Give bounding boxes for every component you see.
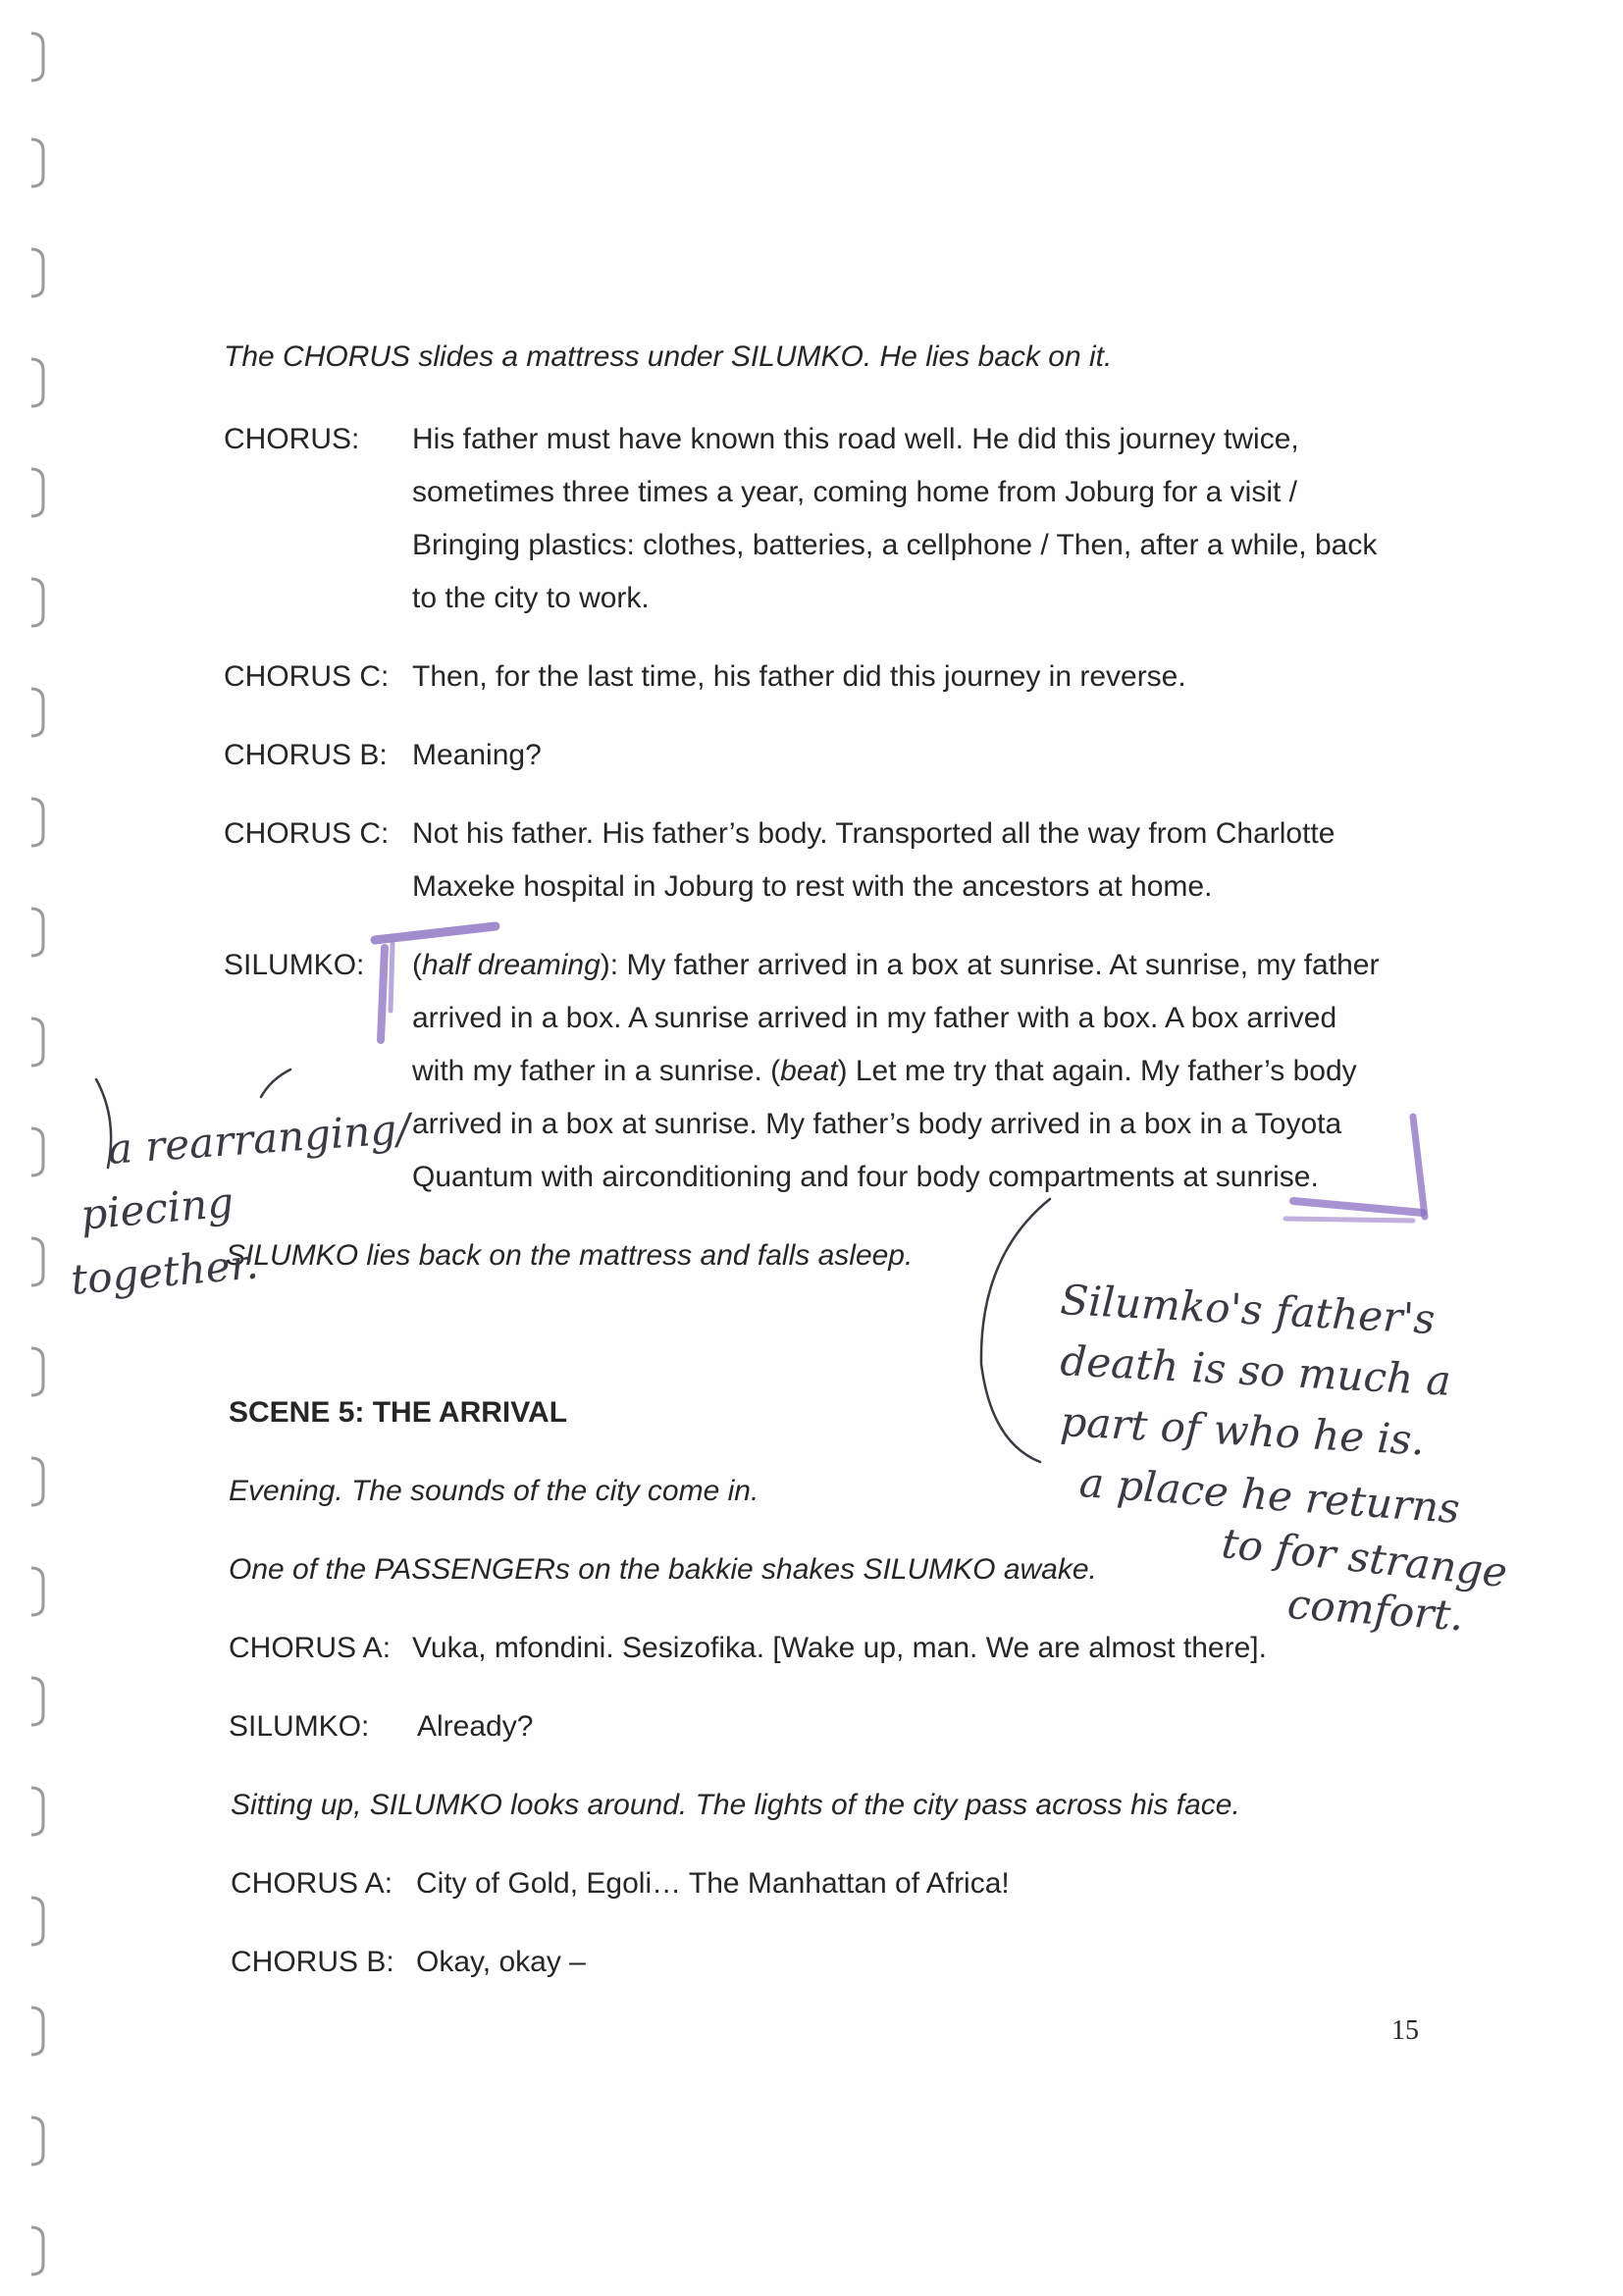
- margin-note-right: a place he returns: [1077, 1457, 1462, 1533]
- margin-note-left: a rearranging/: [106, 1104, 412, 1174]
- binding-ring-icon: [27, 905, 47, 960]
- dialogue-line: Vuka, mfondini. Sesizofika. [Wake up, man. We are almost there].: [412, 1632, 1267, 1664]
- stage-direction: One of the PASSENGERs on the bakkie shakes SILUMKO awake.: [229, 1553, 1097, 1586]
- margin-note-left: together.: [69, 1239, 261, 1304]
- dialogue-line: to the city to work.: [412, 582, 650, 614]
- speaker-label: CHORUS A:: [231, 1867, 393, 1900]
- binding-ring-icon: [27, 1124, 47, 1179]
- margin-note-right: death is so much a: [1059, 1335, 1452, 1405]
- dialogue-line: (half dreaming): My father arrived in a box at sunrise. At sunrise, my father: [412, 949, 1380, 981]
- binding-ring-icon: [27, 685, 47, 740]
- stage-direction: Sitting up, SILUMKO looks around. The lights of the city pass across his face.: [231, 1789, 1240, 1821]
- binding-ring-icon: [27, 135, 47, 190]
- dialogue-line: Already?: [417, 1710, 534, 1743]
- binding-ring-icon: [27, 795, 47, 850]
- dialogue-line: Then, for the last time, his father did this journey in reverse.: [412, 660, 1186, 693]
- binding-ring-icon: [27, 1674, 47, 1729]
- stage-direction: The CHORUS slides a mattress under SILUMKO. He lies back on it.: [224, 340, 1113, 373]
- binding-ring-icon: [27, 2223, 47, 2278]
- dialogue-line: Quantum with airconditioning and four body compartments at sunrise.: [412, 1161, 1319, 1193]
- binding-ring-icon: [27, 1784, 47, 1839]
- dialogue-line: sometimes three times a year, coming home from Joburg for a visit /: [412, 476, 1298, 508]
- stage-direction: Evening. The sounds of the city come in.: [229, 1475, 759, 1507]
- dialogue-line: Okay, okay –: [416, 1946, 586, 1978]
- binding-ring-icon: [27, 465, 47, 520]
- binding-ring-icon: [27, 1344, 47, 1399]
- dialogue-line: Not his father. His father’s body. Transported all the way from Charlotte: [412, 817, 1335, 850]
- binding-ring-icon: [27, 245, 47, 300]
- binding-ring-icon: [27, 355, 47, 410]
- stage-direction: SILUMKO lies back on the mattress and falls asleep.: [226, 1239, 914, 1272]
- margin-note-left: piecing: [79, 1177, 236, 1239]
- dialogue-line: City of Gold, Egoli… The Manhattan of Africa!: [416, 1867, 1010, 1900]
- binding-ring-icon: [27, 1015, 47, 1070]
- binding-ring-icon: [27, 1564, 47, 1619]
- speaker-label: CHORUS C:: [224, 660, 390, 693]
- dialogue-line: His father must have known this road well. He did this journey twice,: [412, 423, 1299, 455]
- speaker-label: CHORUS B:: [224, 739, 388, 771]
- dialogue-line: Maxeke hospital in Joburg to rest with the ancestors at home.: [412, 870, 1213, 903]
- dialogue-line: with my father in a sunrise. (beat) Let me try that again. My father’s body: [412, 1055, 1357, 1087]
- margin-note-right: comfort.: [1285, 1579, 1466, 1641]
- speaker-label: CHORUS C:: [224, 817, 390, 850]
- dialogue-line: arrived in a box at sunrise. My father’s body arrived in a box in a Toyota: [412, 1108, 1342, 1140]
- dialogue-line: Bringing plastics: clothes, batteries, a cellphone / Then, after a while, back: [412, 529, 1378, 561]
- page-number: 15: [1391, 2015, 1419, 2046]
- scene-heading: SCENE 5: THE ARRIVAL: [229, 1396, 568, 1429]
- speaker-label: SILUMKO:: [229, 1710, 370, 1743]
- margin-note-right: part of who he is.: [1059, 1396, 1427, 1465]
- binding-ring-icon: [27, 1894, 47, 1949]
- dialogue-line: Meaning?: [412, 739, 542, 771]
- binding-ring-icon: [27, 2004, 47, 2059]
- dialogue-line: arrived in a box. A sunrise arrived in my father with a box. A box arrived: [412, 1002, 1337, 1034]
- speaker-label: CHORUS B:: [231, 1946, 394, 1978]
- margin-note-right: to for strange: [1219, 1518, 1510, 1597]
- binding-ring-icon: [27, 2113, 47, 2168]
- binding-ring-icon: [27, 1234, 47, 1289]
- binding-ring-icon: [27, 575, 47, 630]
- speaker-label: SILUMKO:: [224, 949, 365, 981]
- margin-note-right: Silumko's father's: [1059, 1275, 1437, 1343]
- speaker-label: CHORUS:: [224, 423, 360, 455]
- speaker-label: CHORUS A:: [229, 1632, 392, 1664]
- binding-ring-icon: [27, 29, 47, 84]
- binding-ring-icon: [27, 1454, 47, 1509]
